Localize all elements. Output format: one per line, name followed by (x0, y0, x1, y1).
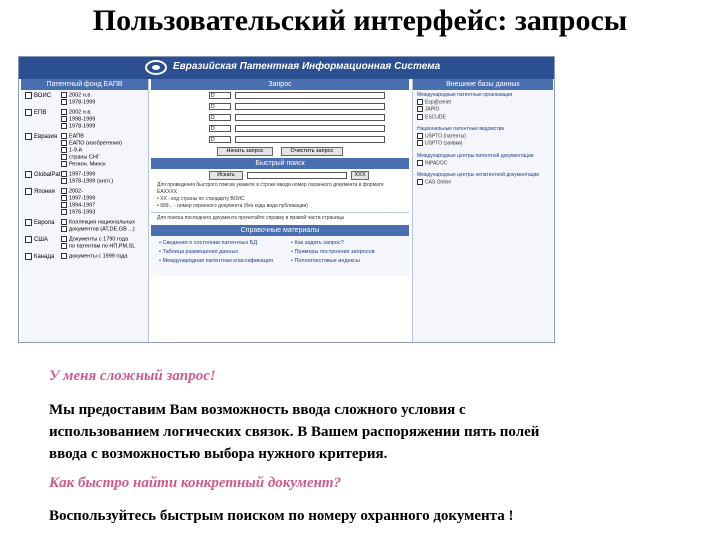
note-text: Для поиска последнего документа прочитайте справку в правой части страницы (157, 215, 345, 221)
external-db-item[interactable] (417, 114, 549, 121)
question-complex-query: У меня сложный запрос! (49, 368, 216, 384)
database-option[interactable] (61, 243, 135, 249)
patent-fund-header: Патентный фонд ЕАПВ (21, 79, 148, 90)
option-checkbox[interactable] (61, 209, 67, 215)
reference-link-text: Полнотекстовые индексы (294, 258, 360, 264)
query-row (151, 102, 409, 112)
option-checkbox[interactable] (61, 171, 67, 177)
group-label: Евразия (34, 134, 58, 141)
bullet-doc-number: • 999... - номер охранного документа (без кода вида публикации) (157, 203, 308, 209)
database-option[interactable] (61, 99, 95, 105)
reference-link-text: Сведения о состоянии патентных БД (162, 240, 258, 246)
site-banner (19, 57, 554, 79)
external-db-item[interactable] (417, 133, 549, 140)
database-option[interactable] (61, 253, 127, 259)
external-db-list (413, 90, 553, 188)
reference-link[interactable]: • Сведения о состоянии патентных БД (159, 240, 258, 246)
option-checkbox[interactable] (61, 226, 67, 232)
database-option[interactable] (61, 116, 95, 122)
divider (151, 212, 409, 213)
group-checkbox[interactable] (25, 92, 32, 99)
option-checkbox[interactable] (61, 161, 67, 167)
option-checkbox[interactable] (61, 178, 67, 184)
external-db-text: INPADOC (425, 159, 448, 166)
external-db-text: Международные центры патентной документации (417, 152, 534, 159)
quick-search-text: Для проведения быстрого поиска укажите в строке ввода номер охранного документа в формате ЕАХХХХ (157, 182, 384, 195)
database-option[interactable] (61, 236, 128, 242)
database-group-4[interactable] (25, 188, 55, 195)
external-db-checkbox[interactable] (417, 99, 423, 105)
query-input[interactable] (235, 92, 385, 99)
reference-link-text: Таблица размещения данных (162, 249, 239, 255)
query-row (151, 91, 409, 101)
query-input[interactable] (235, 136, 385, 143)
database-option[interactable] (61, 209, 95, 215)
external-db-heading (417, 153, 549, 160)
option-checkbox[interactable] (61, 140, 67, 146)
criterion-select[interactable]: D (209, 92, 231, 99)
query-fields (151, 91, 409, 145)
option-checkbox[interactable] (61, 99, 67, 105)
group-checkbox[interactable] (25, 236, 32, 243)
option-checkbox[interactable] (61, 123, 67, 129)
criterion-select[interactable]: D (209, 125, 231, 132)
group-label: Япония (34, 189, 55, 196)
banner-title: Евразийская Патентная Информационная Система (173, 61, 441, 72)
external-db-heading (417, 172, 549, 179)
question-find-document: Как быстро найти конкретный документ? (49, 475, 342, 491)
answer-complex-query (49, 399, 669, 465)
external-db-text: USPTO (патенты) (425, 133, 466, 140)
query-row (151, 124, 409, 134)
query-input[interactable] (235, 125, 385, 132)
option-checkbox[interactable] (61, 236, 67, 242)
patent-fund-panel (21, 79, 149, 342)
group-checkbox[interactable] (25, 133, 32, 140)
external-db-text: Национальные патентные ведомства (417, 125, 504, 132)
bullet-doc-number-text: 999... - номер охранного документа (без кода вида публикации) (160, 203, 308, 209)
bullet-country-code: • ХХ - код страны по стандарту ВОИС (157, 196, 245, 202)
option-label: Коллекция национальных (69, 219, 136, 226)
option-checkbox[interactable] (61, 243, 67, 249)
database-option[interactable] (61, 195, 95, 201)
group-label: Европа (34, 220, 55, 227)
option-label: 1998-1999 (69, 116, 96, 123)
database-option[interactable] (61, 140, 122, 146)
group-label: Канада (34, 254, 55, 261)
external-db-checkbox[interactable] (417, 140, 423, 146)
option-label: Документы с 1790 года (69, 236, 129, 243)
option-label: 1978-1999 (69, 123, 96, 130)
reference-link[interactable]: • Как задать запрос? (291, 240, 344, 246)
group-label: ВОИС (34, 93, 52, 100)
database-group-6[interactable] (25, 236, 48, 243)
external-db-heading (417, 126, 549, 133)
option-label: 1978-1999 (69, 99, 96, 106)
database-group-1[interactable] (25, 109, 46, 116)
group-label: GlobalPat (34, 172, 61, 179)
reference-link-text: Международная патентная классификация (162, 258, 273, 264)
option-label: ЕАПВ (69, 133, 84, 140)
option-label: 2002 н.в. (69, 92, 92, 99)
external-db-item[interactable] (417, 160, 549, 167)
answer-line-2: использованием логических связок. В Вашем распоряжении пять полей (49, 424, 540, 440)
external-db-header: Внешние базы данных (413, 79, 553, 90)
reference-link[interactable]: • Примеры построения запросов (291, 249, 375, 255)
reference-link-text: Как задать запрос? (294, 240, 344, 246)
external-db-text: ESCUDE (425, 113, 446, 120)
option-checkbox[interactable] (61, 253, 67, 259)
database-option[interactable] (61, 154, 100, 160)
group-label: ЕПВ (34, 110, 47, 117)
external-db-text: JAPIO (425, 106, 440, 113)
group-checkbox[interactable] (25, 171, 32, 178)
option-checkbox[interactable] (61, 109, 67, 115)
option-label: 1997-1999 (69, 171, 96, 178)
external-db-item[interactable] (417, 179, 549, 186)
database-group-0[interactable] (25, 92, 51, 99)
database-option[interactable] (61, 188, 83, 194)
database-option[interactable] (61, 123, 95, 129)
query-input[interactable] (235, 103, 385, 110)
external-db-checkbox[interactable] (417, 133, 423, 139)
external-db-panel (412, 79, 553, 342)
quick-search-hint[interactable]: XXX (351, 171, 369, 180)
query-row (151, 135, 409, 145)
slide-title: Пользовательский интерфейс: запросы (92, 4, 628, 37)
external-db-text: Esp@cenet (425, 99, 451, 106)
database-option[interactable] (61, 133, 84, 139)
option-checkbox[interactable] (61, 202, 67, 208)
external-db-text: Международные центры непатентной документации (417, 171, 540, 178)
query-panel (151, 79, 409, 342)
option-label: по патентам по НП,РМ,SL (69, 243, 136, 250)
option-label: 1994-1997 (69, 202, 96, 209)
quick-search-button[interactable]: Искать (209, 171, 243, 180)
database-option[interactable] (61, 202, 95, 208)
external-db-text: Международные патентные организации (417, 92, 513, 98)
external-db-checkbox[interactable] (417, 106, 423, 112)
option-label: 1976-1993 (69, 209, 96, 216)
external-db-item[interactable] (417, 140, 549, 147)
option-checkbox[interactable] (61, 188, 67, 194)
option-checkbox[interactable] (61, 92, 67, 98)
criterion-select[interactable]: D (209, 136, 231, 143)
database-option[interactable] (61, 109, 92, 115)
quick-search-header: Быстрый поиск (151, 158, 409, 169)
criterion-select[interactable]: D (209, 114, 231, 121)
reference-link[interactable]: • Полнотекстовые индексы (291, 258, 360, 264)
group-checkbox[interactable] (25, 253, 32, 260)
option-label: 1978-1999 (англ.) (69, 178, 114, 185)
database-option[interactable] (61, 161, 106, 167)
option-checkbox[interactable] (61, 133, 67, 139)
database-option[interactable] (61, 171, 95, 177)
bullet-country-code-text: ХХ - код страны по стандарту ВОИС (160, 196, 245, 202)
group-checkbox[interactable] (25, 219, 32, 226)
option-label: 2002- (69, 188, 84, 195)
reference-links (151, 236, 409, 276)
database-group-2[interactable] (25, 133, 57, 140)
external-db-item[interactable] (417, 106, 549, 113)
option-checkbox[interactable] (61, 219, 67, 225)
external-db-heading (417, 92, 549, 99)
option-label: документы с 1999 года (69, 253, 128, 260)
option-label: 2002 н.в. (69, 109, 92, 116)
clear-button[interactable]: Очистить запрос (281, 147, 343, 156)
external-db-checkbox[interactable] (417, 179, 423, 185)
database-option[interactable] (61, 219, 135, 225)
external-db-text: CAS Online (425, 179, 452, 186)
option-label: ЕАПО (изобретения) (69, 140, 122, 147)
database-option[interactable] (61, 147, 82, 153)
group-label: США (34, 237, 48, 244)
option-label: документов (AT,DE,GB ...) (69, 226, 135, 233)
option-label: страны СНГ (69, 154, 100, 161)
group-checkbox[interactable] (25, 109, 32, 116)
external-db-checkbox[interactable] (417, 114, 423, 120)
option-label: 1-9-й (69, 147, 82, 154)
database-option[interactable] (61, 178, 113, 184)
option-checkbox[interactable] (61, 116, 67, 122)
eye-logo-icon (145, 60, 167, 75)
group-checkbox[interactable] (25, 188, 32, 195)
reference-link[interactable]: • Таблица размещения данных (159, 249, 239, 255)
database-group-7[interactable] (25, 253, 54, 260)
reference-header: Справочные материалы (151, 225, 409, 236)
query-input[interactable] (235, 114, 385, 121)
option-label: Регион. Минск (69, 161, 106, 168)
eapatis-screenshot (18, 56, 555, 343)
option-checkbox[interactable] (61, 195, 67, 201)
quick-search-input[interactable] (247, 172, 347, 179)
query-row (151, 113, 409, 123)
answer-line-1: Мы предоставим Вам возможность ввода сложного условия с (49, 402, 466, 418)
external-db-text: USPTO (заявки) (425, 140, 463, 147)
reference-link[interactable]: • Международная патентная классификация (159, 258, 273, 264)
search-button[interactable]: Начать запрос (217, 147, 273, 156)
database-group-5[interactable] (25, 219, 54, 226)
reference-link-text: Примеры построения запросов (294, 249, 375, 255)
option-label: 1997-1999 (69, 195, 96, 202)
external-db-checkbox[interactable] (417, 160, 423, 166)
database-group-3[interactable] (25, 171, 60, 178)
option-checkbox[interactable] (61, 154, 67, 160)
database-option[interactable] (61, 226, 135, 232)
external-db-item[interactable] (417, 99, 549, 106)
answer-find-document: Воспользуйтесь быстрым поиском по номеру охранного документа ! (49, 508, 514, 524)
query-header: Запрос (151, 79, 409, 90)
option-checkbox[interactable] (61, 147, 67, 153)
answer-line-3: ввода с возможностью выбора нужного критерия. (49, 446, 388, 462)
database-option[interactable] (61, 92, 92, 98)
criterion-select[interactable]: D (209, 103, 231, 110)
